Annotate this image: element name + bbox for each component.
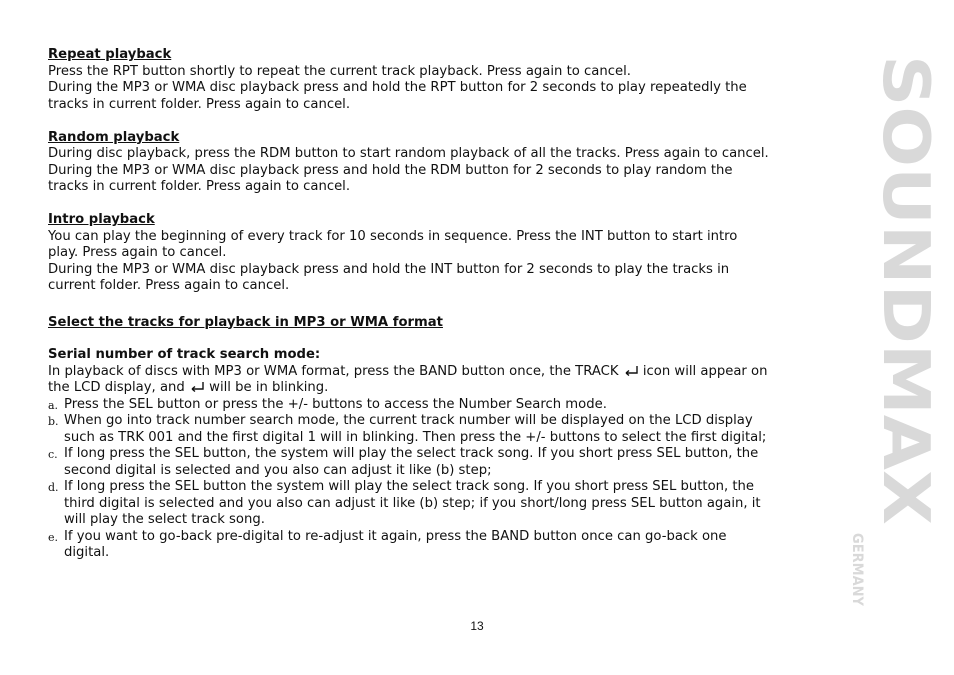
list-item-line: When go into track number search mode, the current track number will be displayed on the LCD display [64, 413, 753, 428]
random-line-3: tracks in current folder. Press again to cancel. [48, 179, 351, 194]
enter-arrow-icon [189, 381, 205, 393]
list-item-line: third digital is selected and you also can adjust it like (b) step; if you short/long press SEL button again, it [64, 495, 761, 511]
serial-intro-line-1 [48, 364, 808, 381]
logo-brand-text: SOUNDMAX [868, 55, 942, 477]
intro-line-4: current folder. Press again to cancel. [48, 278, 290, 293]
list-item-line: Press the SEL button or press the +/- buttons to access the Number Search mode. [64, 396, 607, 412]
intro-line-3: During the MP3 or WMA disc playback press and hold the INT button for 2 seconds to play the tracks in [48, 261, 730, 277]
repeat-line-1: Press the RPT button shortly to repeat the current track playback. Press again to cancel. [48, 63, 631, 79]
serial-intro-text-1: In playback of discs with MP3 or WMA format, press the BAND button once, the TRACK [48, 363, 619, 379]
list-letter: b. [48, 415, 59, 428]
list-item-line: second digital is selected and you also can adjust it like (b) step; [64, 462, 492, 478]
serial-intro-text-2-tail: will be in blinking. [209, 380, 329, 395]
intro-line-1: You can play the beginning of every track for 10 seconds in sequence. Press the INT button to start intro [48, 228, 738, 244]
list-letter: a. [48, 398, 59, 412]
heading-intro-playback: Intro playback [48, 212, 155, 227]
heading-repeat-playback: Repeat playback [48, 47, 172, 62]
list-item [48, 529, 808, 562]
repeat-line-2: During the MP3 or WMA disc playback press and hold the RPT button for 2 seconds to play repeatedly the [48, 80, 747, 95]
list-item-line: If you want to go-back pre-digital to re-adjust it again, press the BAND button once can go-back one [64, 528, 727, 544]
serial-intro-text-1-tail: icon will appear on [642, 363, 768, 379]
heading-select-tracks: Select the tracks for playback in MP3 or WMA format [48, 314, 443, 330]
serial-intro-text-2: the LCD display, and [48, 380, 185, 395]
list-item-line: If long press the SEL button the system will play the select track song. If you short press SEL button, the [64, 479, 755, 494]
list-item [48, 413, 808, 446]
intro-line-2: play. Press again to cancel. [48, 245, 227, 260]
list-item [48, 397, 808, 414]
random-line-2: During the MP3 or WMA disc playback press and hold the RDM button for 2 seconds to play random the [48, 162, 733, 178]
list-letter: c. [48, 448, 58, 461]
logo-tagline-text: GERMANY [849, 533, 865, 612]
list-item [48, 479, 808, 529]
list-item-line: If long press the SEL button, the system will play the select track song. If you short press SEL button, the [64, 446, 759, 461]
list-letter: e. [48, 530, 59, 544]
heading-serial-search-mode: Serial number of track search mode: [48, 347, 321, 362]
list-item-line: such as TRK 001 and the first digital 1 will in blinking. Then press the +/- buttons to select the first digital; [64, 429, 767, 445]
list-item [48, 446, 808, 479]
random-line-1: During disc playback, press the RDM button to start random playback of all the tracks. Press again to cancel. [48, 146, 769, 161]
serial-intro-line-2 [48, 380, 808, 397]
heading-random-playback: Random playback [48, 129, 180, 145]
repeat-line-3: tracks in current folder. Press again to cancel. [48, 96, 351, 112]
enter-arrow-icon [623, 365, 639, 377]
soundmax-logo [840, 55, 942, 612]
spacer [48, 295, 808, 315]
spacer [48, 196, 808, 213]
list-letter: d. [48, 481, 59, 494]
list-item-line: will play the select track song. [64, 512, 265, 527]
spacer [48, 113, 808, 130]
page-content [48, 47, 808, 562]
spacer [48, 331, 808, 347]
page-number: 13 [470, 619, 484, 633]
list-item-line: digital. [64, 545, 110, 560]
